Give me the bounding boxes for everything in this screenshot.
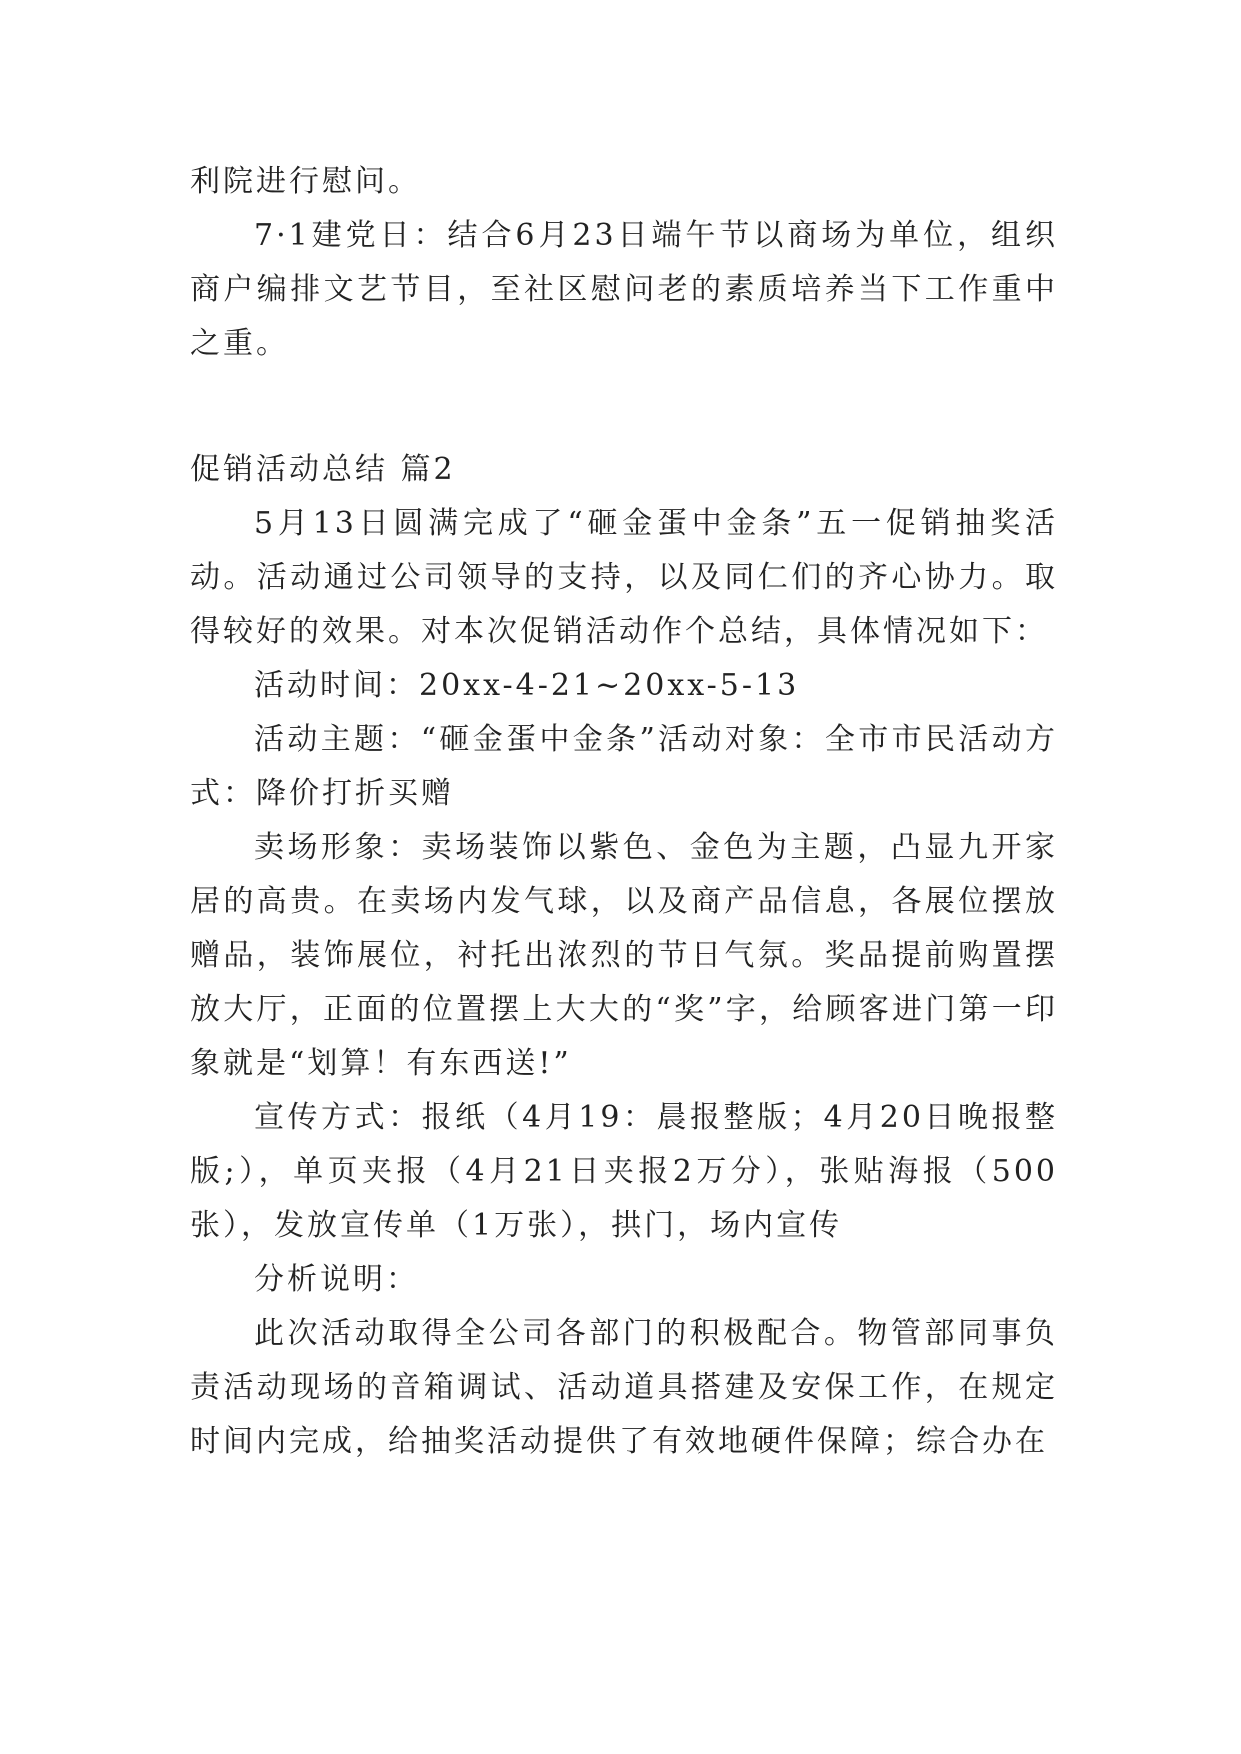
paragraph: 此次活动取得全公司各部门的积极配合。物管部同事负责活动现场的音箱调试、活动道具搭建及安保工作，在规定时间内完成，给抽奖活动提供了有效地硬件保障；综合办在 <box>190 1316 1058 1459</box>
paragraph: 利院进行慰问。 <box>190 164 421 199</box>
paragraph: 活动主题：“砸金蛋中金条”活动对象：全市市民活动方式：降价打折买赠 <box>190 722 1058 811</box>
paragraph: 5月13日圆满完成了“砸金蛋中金条”五一促销抽奖活动。活动通过公司领导的支持，以及同仁们的齐心协力。取得较好的效果。对本次促销活动作个总结，具体情况如下： <box>190 506 1058 649</box>
paragraph: 分析说明： <box>254 1262 419 1297</box>
paragraph: 7·1建党日：结合6月23日端午节以商场为单位，组织商户编排文艺节目，至社区慰问老的素质培养当下工作重中之重。 <box>190 218 1058 361</box>
document-body <box>190 155 1058 1469</box>
paragraph: 活动时间：20xx-4-21~20xx-5-13 <box>254 668 800 703</box>
paragraph: 宣传方式：报纸（4月19：晨报整版；4月20日晚报整版;），单页夹报（4月21日夹报2万分），张贴海报（500张），发放宣传单（1万张），拱门，场内宣传 <box>190 1100 1058 1243</box>
section-title: 促销活动总结 篇2 <box>190 452 456 487</box>
paragraph: 卖场形象：卖场装饰以紫色、金色为主题，凸显九开家居的高贵。在卖场内发气球，以及商产品信息，各展位摆放赠品，装饰展位，衬托出浓烈的节日气氛。奖品提前购置摆放大厅，正面的位置摆上大大的“奖”字，给顾客进门第一印象就是“划算！有东西送!” <box>190 830 1058 1081</box>
